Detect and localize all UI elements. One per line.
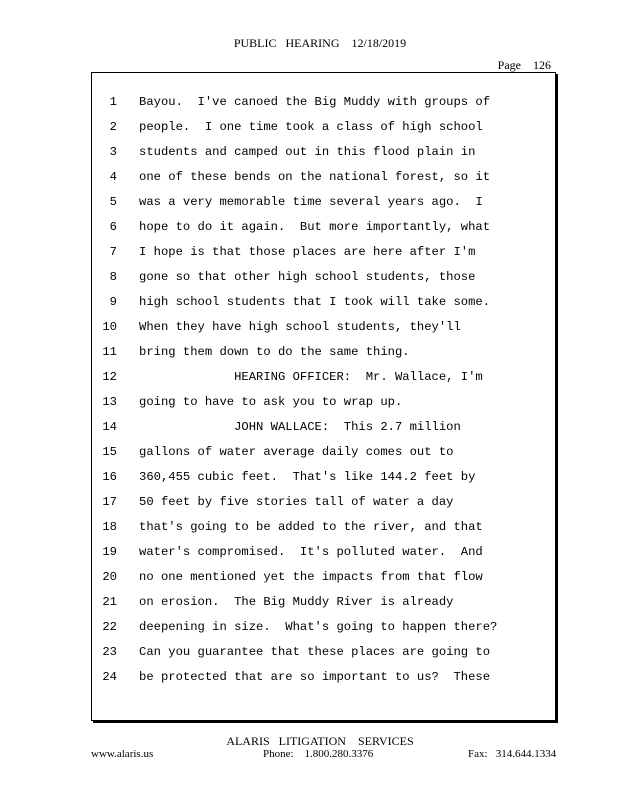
- line-text: be protected that are so important to us? These: [139, 670, 491, 684]
- line-number: 1: [109, 95, 117, 109]
- line-text: gone so that other high school students, those: [139, 270, 476, 284]
- line-text: Bayou. I've canoed the Big Muddy with groups of: [139, 95, 491, 109]
- line-number: 24: [102, 670, 117, 684]
- line-text: 50 feet by five stories tall of water a day: [139, 495, 454, 509]
- transcript-page: [91, 72, 556, 721]
- line-number: 8: [109, 270, 117, 284]
- line-text: water's compromised. It's polluted water. And: [139, 545, 483, 559]
- line-number: 2: [109, 120, 117, 134]
- footer-phone: Phone: 1.800.280.3376: [263, 748, 374, 760]
- line-text: When they have high school students, they'll: [139, 320, 461, 334]
- line-number: 22: [102, 620, 117, 634]
- line-number: 16: [102, 470, 117, 484]
- line-text: was a very memorable time several years ago. I: [139, 195, 483, 209]
- line-number: 18: [102, 520, 117, 534]
- line-number: 12: [102, 370, 117, 384]
- line-text: gallons of water average daily comes out to: [139, 445, 454, 459]
- line-number: 19: [102, 545, 117, 559]
- line-text: that's going to be added to the river, and that: [139, 520, 483, 534]
- footer-website: www.alaris.us: [91, 748, 154, 760]
- line-number: 11: [102, 345, 117, 359]
- line-number: 5: [109, 195, 117, 209]
- line-text: on erosion. The Big Muddy River is already: [139, 595, 454, 609]
- line-text: JOHN WALLACE: This 2.7 million: [139, 420, 461, 434]
- line-text: hope to do it again. But more importantly, what: [139, 220, 491, 234]
- line-number: 21: [102, 595, 117, 609]
- footer-company-name: ALARIS LITIGATION SERVICES: [226, 734, 414, 748]
- line-text: I hope is that those places are here after I'm: [139, 245, 476, 259]
- line-number: 9: [109, 295, 117, 309]
- line-text: people. I one time took a class of high school: [139, 120, 483, 134]
- line-text: students and camped out in this flood plain in: [139, 145, 476, 159]
- line-text: going to have to ask you to wrap up.: [139, 395, 403, 409]
- line-text: HEARING OFFICER: Mr. Wallace, I'm: [139, 370, 483, 384]
- line-number: 15: [102, 445, 117, 459]
- line-text: 360,455 cubic feet. That's like 144.2 feet by: [139, 470, 476, 484]
- line-number: 10: [102, 320, 117, 334]
- line-text: Can you guarantee that these places are going to: [139, 645, 491, 659]
- line-number: 7: [109, 245, 117, 259]
- line-number: 14: [102, 420, 117, 434]
- line-number: 20: [102, 570, 117, 584]
- line-text: high school students that I took will take some.: [139, 295, 491, 309]
- line-text: deepening in size. What's going to happen there?: [139, 620, 498, 634]
- line-text: one of these bends on the national forest, so it: [139, 170, 491, 184]
- line-number: 17: [102, 495, 117, 509]
- line-text: no one mentioned yet the impacts from that flow: [139, 570, 483, 584]
- line-text: bring them down to do the same thing.: [139, 345, 410, 359]
- page-number: Page 126: [497, 58, 551, 72]
- line-number: 3: [109, 145, 117, 159]
- line-number: 6: [109, 220, 117, 234]
- line-number: 13: [102, 395, 117, 409]
- line-number: 23: [102, 645, 117, 659]
- footer-fax: Fax: 314.644.1334: [468, 748, 557, 760]
- page-header-title: PUBLIC HEARING 12/18/2019: [233, 36, 407, 50]
- line-number: 4: [109, 170, 117, 184]
